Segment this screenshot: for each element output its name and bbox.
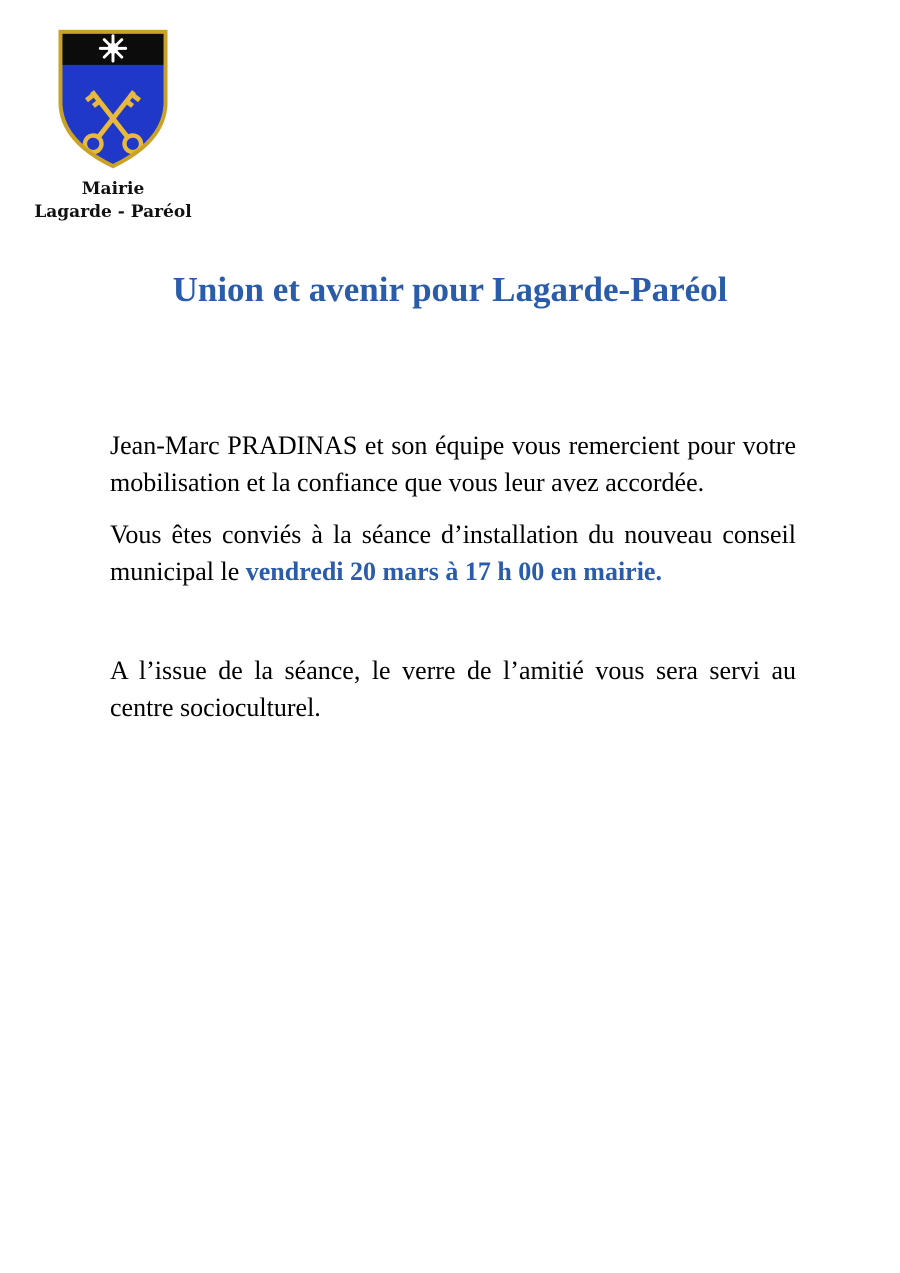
paragraph-drinks: A l’issue de la séance, le verre de l’amitié vous sera servi au centre socioculturel. [110, 656, 796, 722]
invitation-date-bold: vendredi 20 mars à 17 h 00 en mairie. [245, 556, 662, 586]
document-body [110, 428, 796, 742]
coat-of-arms-icon [33, 26, 193, 172]
logo-caption-line1: Mairie [81, 179, 145, 199]
page-title: Union et avenir pour Lagarde-Paréol [172, 270, 728, 309]
paragraph-thanks: Jean-Marc PRADINAS et son équipe vous remercient pour votre mobilisation et la confiance que vous leur avez accordée. [110, 431, 796, 497]
logo-caption-line2: Lagarde - Paréol [34, 202, 192, 222]
mairie-logo [33, 26, 193, 224]
invitation-text: Vous êtes conviés à la séance d’installation du nouveau conseil municipal le [110, 520, 796, 586]
paragraph-invitation [110, 517, 796, 590]
logo-caption [33, 178, 193, 224]
